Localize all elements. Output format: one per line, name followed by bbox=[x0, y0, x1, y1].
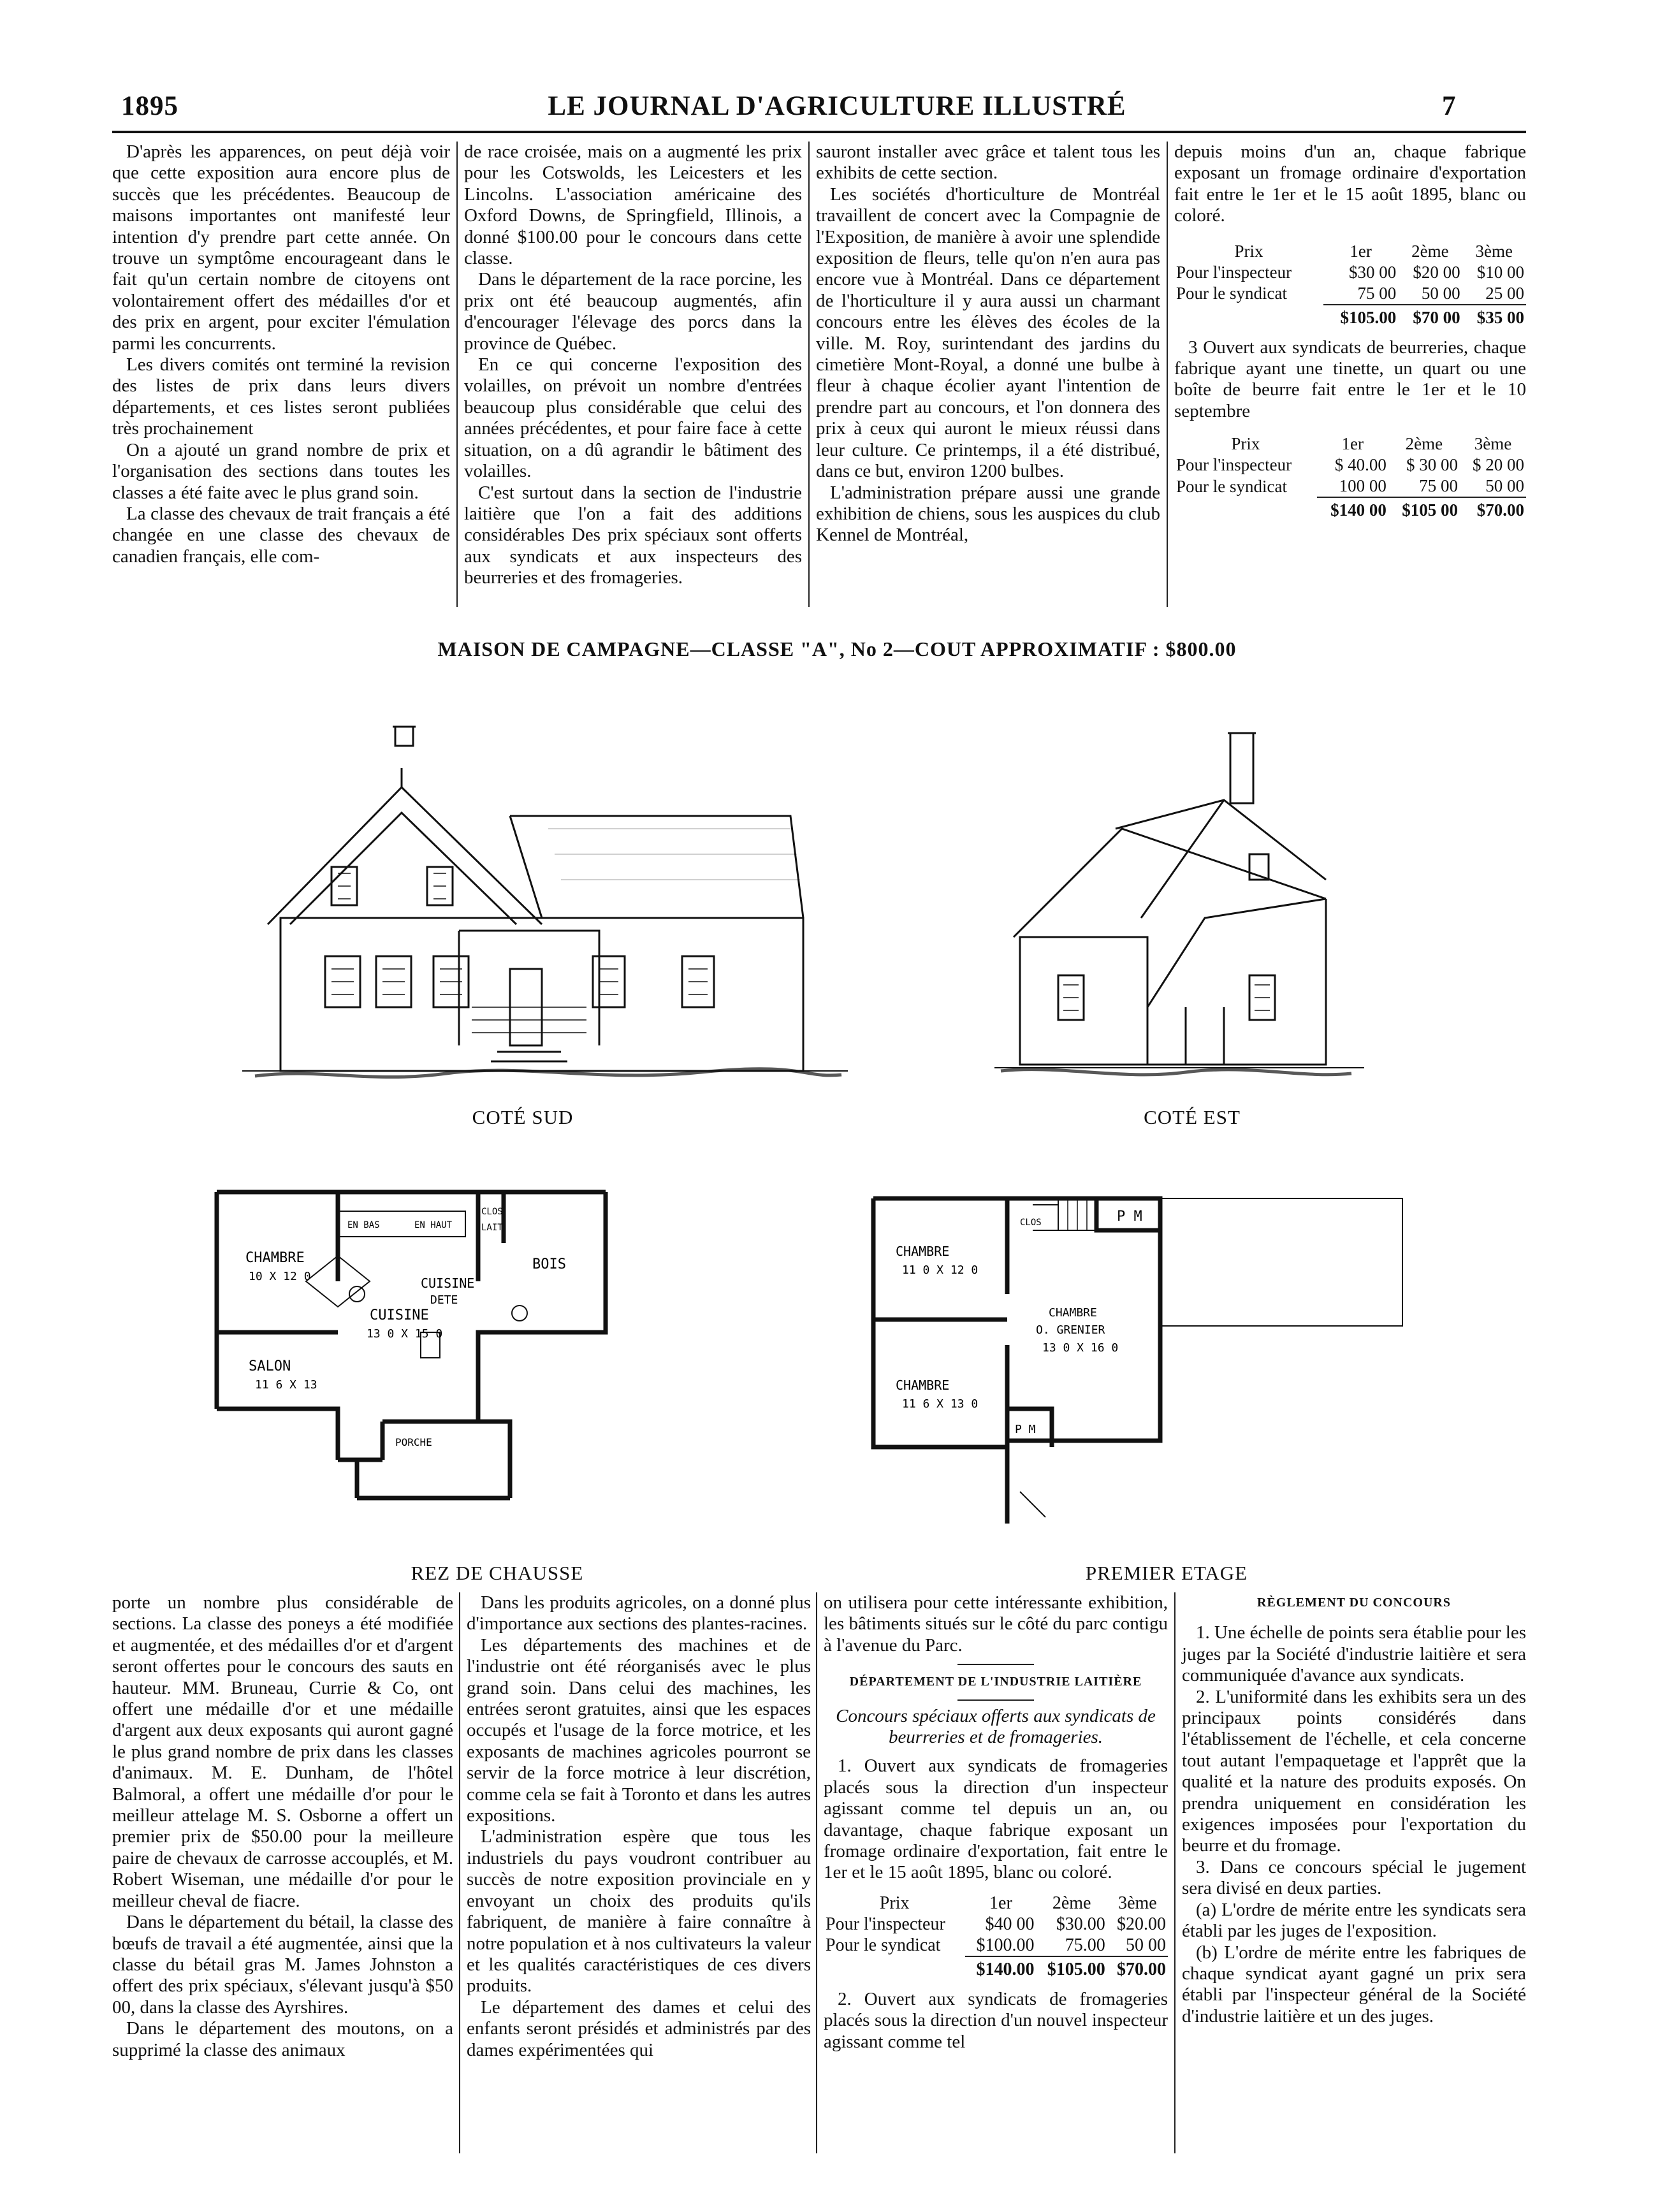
paragraph: Dans le département du bétail, la classe des bœufs de travail a été augmentée, ainsi que la classe du bétail gras M. James Johnston a offert des prix spéciaux, s'élevant jusqu'à $50 00, dans la classe des Ayrshires. bbox=[112, 1912, 453, 2018]
header-rule bbox=[112, 131, 1526, 133]
column-rule bbox=[456, 142, 458, 607]
prize-value: $100.00 bbox=[976, 1935, 1035, 1955]
prize-head: 2ème bbox=[1052, 1893, 1091, 1913]
plan-label-cuisine-dim: 13 0 X 15 0 bbox=[367, 1327, 443, 1341]
prize-total: $140.00 bbox=[965, 1956, 1036, 1980]
caption-cote-sud: COTÉ SUD bbox=[472, 1106, 574, 1128]
paragraph: La classe des chevaux de trait français a été changée en une classe des chevaux de canadien français, elle com- bbox=[112, 503, 450, 567]
plan-label-chambre-2-dim: 11 6 X 13 0 bbox=[902, 1397, 979, 1411]
plan-label-cuisine-ete-2: DETE bbox=[430, 1293, 458, 1307]
prize-value: $30 00 bbox=[1348, 262, 1397, 282]
paragraph: depuis moins d'un an, chaque fabrique exposant un fromage ordinaire d'exportation fait entre le 1er et le 15 août 1895, blanc ou coloré. bbox=[1174, 142, 1526, 226]
paragraph: Dans le département des moutons, on a supprimé la classe des animaux bbox=[112, 2018, 453, 2060]
bottom-column-2 bbox=[467, 1592, 811, 2061]
caption-rez-de-chausse: REZ DE CHAUSSE bbox=[411, 1562, 584, 1584]
plan-label-chambre-3-dim: 13 0 X 16 0 bbox=[1042, 1341, 1119, 1355]
prize-value: $ 30 00 bbox=[1406, 455, 1458, 475]
prize-table-3 bbox=[824, 1893, 1168, 1980]
paragraph: porte un nombre plus considérable de sections. La classe des poneys a été modifiée et augmentée, et des médailles d'or et d'argent seront offertes pour le concours des sauts en hauteur. MM. Bruneau, Currie & Co, ont offert une médaille d'or et une médaille d'argent aux deux exposants qui auront gagné le plus grand nombre de prix dans les classes d'animaux. M. E. Dunham, de l'hôtel Balmoral, a offert une médaille d'or pour le meilleur attelage M. S. Osborne a offert un premier prix de $50.00 pour la meilleure paire de chevaux de carrosse accouplés, et M. Robert Wiseman, une médaille d'or pour le meilleur cheval de fiacre. bbox=[112, 1592, 453, 1911]
top-column-1 bbox=[112, 142, 450, 567]
prize-value: 50 00 bbox=[1126, 1935, 1166, 1955]
paragraph: On a ajouté un grand nombre de prix et l'organisation des sections dans toutes les classes a été faite avec le plus grand soin. bbox=[112, 439, 450, 503]
plan-label-en-haut: EN HAUT bbox=[414, 1220, 453, 1230]
page-year: 1895 bbox=[121, 91, 178, 121]
paragraph: 1. Une échelle de points sera établie pour les juges par la Société d'industrie laitière et sera communiquée d'avance aux syndicats. bbox=[1182, 1622, 1526, 1686]
prize-value: $40 00 bbox=[985, 1914, 1035, 1934]
figure-title: MAISON DE CAMPAGNE—CLASSE "A", No 2—COUT APPROXIMATIF : $800.00 bbox=[437, 637, 1237, 660]
prize-head: 1er bbox=[1341, 434, 1364, 454]
plan-label-cuisine: CUISINE bbox=[370, 1307, 429, 1323]
prize-label: Pour le syndicat bbox=[1176, 284, 1287, 303]
column-rule bbox=[1174, 1592, 1175, 2153]
first-floor-plan bbox=[867, 1192, 1415, 1549]
plan-label-cuisine-ete: CUISINE bbox=[421, 1276, 475, 1291]
paragraph: 3 Ouvert aux syndicats de beurreries, chaque fabrique ayant une tinette, un quart ou une boîte de beurre fait entre le 1er et le 10 septembre bbox=[1174, 337, 1526, 421]
prize-label: Pour l'inspecteur bbox=[826, 1914, 945, 1934]
paragraph: de race croisée, mais on a augmenté les prix pour les Cotswolds, les Leicesters et les Lincolns. L'association américaine des Oxford Downs, de Springfield, Illinois, a donné $100.00 pour le concours dans cette classe. bbox=[464, 142, 802, 269]
section-title-reglement: RÈGLEMENT DU CONCOURS bbox=[1257, 1596, 1451, 1610]
prize-head: 2ème bbox=[1405, 434, 1443, 454]
column-rule bbox=[459, 1592, 460, 2153]
paragraph: En ce qui concerne l'exposition des volailles, on prévoit un nombre d'entrées beaucoup plus considérable que celui des années précédentes, et pour faire face à cette situation, on a dû agrandir le bâtiment des volailles. bbox=[464, 354, 802, 482]
prize-value: 50 00 bbox=[1421, 283, 1460, 303]
section-subtitle: Concours spéciaux offerts aux syndicats de beurreries et de fromageries. bbox=[836, 1705, 1156, 1748]
prize-total: $70.00 bbox=[1460, 497, 1526, 521]
prize-head: 2ème bbox=[1411, 241, 1449, 261]
paragraph: (a) L'ordre de mérite entre les syndicats sera établi par les juges de l'exposition. bbox=[1182, 1899, 1526, 1942]
prize-head: 1er bbox=[1350, 241, 1372, 261]
prize-label: Pour l'inspecteur bbox=[1176, 262, 1292, 282]
paragraph: L'administration espère que tous les industriels du pays voudront contribuer au succès de notre exposition provinciale en y envoyant un choix des produits qu'ils fabriquent, de manière à faire connaître à notre population et à nos cultivateurs la valeur et les qualités caractéristiques de ces divers produits. bbox=[467, 1826, 811, 1997]
plan-label-chambre-1: CHAMBRE bbox=[896, 1244, 950, 1259]
paragraph: L'administration prépare aussi une grande exhibition de chiens, sous les auspices du club Kennel de Montréal, bbox=[816, 482, 1160, 546]
plan-label-salon: SALON bbox=[249, 1358, 291, 1374]
prize-value: $ 20 00 bbox=[1473, 455, 1524, 475]
plan-label-salon-dim: 11 6 X 13 bbox=[255, 1378, 317, 1392]
paragraph: on utilisera pour cette intéressante exhibition, les bâtiments situés sur le côté du parc contigu à l'avenue du Parc. bbox=[824, 1592, 1168, 1655]
ground-floor-plan bbox=[210, 1186, 784, 1543]
prize-value: 75 00 bbox=[1419, 476, 1458, 496]
prize-value: $10 00 bbox=[1476, 262, 1524, 282]
prize-value: 25 00 bbox=[1485, 283, 1524, 303]
top-column-3 bbox=[816, 142, 1160, 546]
prize-table-1 bbox=[1174, 241, 1526, 328]
paragraph: 1. Ouvert aux syndicats de fromageries placés sous la direction d'un inspecteur agissant comme tel depuis un an, ou davantage, chaque fabrique exposant un fromage ordinaire d'exportation, fait entre le 1er et le 15 août 1895, blanc ou coloré. bbox=[824, 1756, 1168, 1883]
plan-label-pm-2: P M bbox=[1015, 1423, 1036, 1436]
south-elevation-drawing bbox=[242, 701, 848, 1096]
column-rule bbox=[816, 1592, 817, 2153]
prize-value: 100 00 bbox=[1339, 476, 1387, 496]
paragraph: Dans les produits agricoles, on a donné plus d'importance aux sections des plantes-racines. bbox=[467, 1592, 811, 1634]
column-rule bbox=[1167, 142, 1168, 607]
top-column-2 bbox=[464, 142, 802, 589]
prize-head: 3ème bbox=[1118, 1893, 1157, 1913]
paragraph: D'après les apparences, on peut déjà voir que cette exposition aura encore plus de succès que les précédentes. Beaucoup de maisons importantes ont manifesté leur intention d'y prendre part cette année. On trouve un symptôme encourageant dans le fait qu'un certain nombre de citoyens ont volontairement offert des médailles d'or et des prix en argent, pour exciter l'émulation parmi les concurrents. bbox=[112, 142, 450, 354]
plan-label-clos: CLOS bbox=[481, 1207, 503, 1217]
column-rule bbox=[808, 142, 810, 607]
prize-total: $140 00 bbox=[1317, 497, 1388, 521]
prize-head: Prix bbox=[1231, 434, 1260, 454]
prize-value: $30.00 bbox=[1056, 1914, 1105, 1934]
prize-total: $105.00 bbox=[1037, 1956, 1107, 1980]
bottom-column-1 bbox=[112, 1592, 453, 2061]
prize-label: Pour le syndicat bbox=[826, 1935, 941, 1956]
bottom-column-4 bbox=[1182, 1592, 1526, 2027]
paragraph: 3. Dans ce concours spécial le jugement sera divisé en deux parties. bbox=[1182, 1856, 1526, 1899]
section-title-industrie-laitiere: DÉPARTEMENT DE L'INDUSTRIE LAITIÈRE bbox=[849, 1675, 1142, 1689]
plan-label-chambre-dim: 10 X 12 0 bbox=[249, 1270, 311, 1283]
prize-head: 1er bbox=[989, 1893, 1012, 1913]
page-number: 7 bbox=[1442, 91, 1457, 121]
paragraph: Les sociétés d'horticulture de Montréal travaillent de concert avec la Compagnie de l'Exposition, de manière à avoir une splendide exposition de fleurs, telle qu'on n'en aura pas encore vue à Montréal. Dans ce département de l'horticulture il y aura aussi un charmant concours entre les élèves des écoles de la ville. M. Roy, surintendant des jardins du cimetière Mont-Royal, a donné une bulbe à fleur à chaque écolier ayant l'intention de prendre part au concours, et l'on donnera des prix à ceux qui auront le mieux réussi dans leur culture. Ce printemps, il a été distribué, dans ce but, environ 1200 bulbes. bbox=[816, 184, 1160, 482]
prize-total: $105.00 bbox=[1323, 305, 1398, 328]
prize-table-2 bbox=[1174, 433, 1526, 521]
prize-value: 75.00 bbox=[1065, 1935, 1105, 1955]
prize-label: Pour le syndicat bbox=[1176, 476, 1287, 496]
paragraph: sauront installer avec grâce et talent tous les exhibits de cette section. bbox=[816, 142, 1160, 184]
paragraph: Les départements des machines et de l'industrie ont été réorganisés avec le plus grand soin. Dans celui des machines, les entrées seront gratuites, ainsi que les espaces occupés et l'usage de la force motrice, et les exposants de machines agricoles pourront se servir de la force motrice à leur discrétion, comme cela se fait à Toronto et dans les autres expositions. bbox=[467, 1634, 811, 1826]
prize-value: $ 40.00 bbox=[1334, 455, 1387, 475]
paragraph: 2. Ouvert aux syndicats de fromageries placés sous la direction d'un nouvel inspecteur agissant comme tel bbox=[824, 1988, 1168, 2052]
paragraph: 2. L'uniformité dans les exhibits sera un des principaux points considérés dans l'établissement de l'échelle, et cela concerne tout autant l'empaquetage et l'apprêt que la qualité et la nature des produits exposés. On prendra uniquement en considération les exigences imposées pour l'exportation du beurre et du fromage. bbox=[1182, 1686, 1526, 1856]
caption-premier-etage: PREMIER ETAGE bbox=[1085, 1562, 1248, 1584]
paragraph: Dans le département de la race porcine, les prix ont été beaucoup augmentés, afin d'encourager l'élevage des porcs dans la province de Québec. bbox=[464, 269, 802, 354]
plan-label-chambre-3-sub: O. GRENIER bbox=[1036, 1323, 1105, 1337]
prize-head: 3ème bbox=[1474, 434, 1512, 454]
paragraph: Les divers comités ont terminé la revision des listes de prix dans leurs divers départements, et ces listes seront publiées très prochainement bbox=[112, 354, 450, 439]
caption-cote-est: COTÉ EST bbox=[1144, 1106, 1241, 1128]
bottom-column-3 bbox=[824, 1592, 1168, 2053]
plan-label-bois: BOIS bbox=[532, 1256, 566, 1272]
top-column-4 bbox=[1174, 142, 1526, 521]
prize-total: $105 00 bbox=[1388, 497, 1460, 521]
prize-total: $70.00 bbox=[1107, 1956, 1168, 1980]
plan-label-clos: CLOS bbox=[1020, 1218, 1042, 1228]
plan-label-chambre-1-dim: 11 0 X 12 0 bbox=[902, 1263, 979, 1277]
plan-label-pm: P M bbox=[1117, 1209, 1142, 1225]
plan-label-chambre-2: CHAMBRE bbox=[896, 1378, 950, 1393]
prize-value: $20 00 bbox=[1413, 262, 1460, 282]
prize-head: Prix bbox=[1234, 241, 1263, 261]
prize-head: Prix bbox=[879, 1893, 910, 1913]
paragraph: Le département des dames et celui des enfants seront présidés et administrés par des dames expérimentées qui bbox=[467, 1997, 811, 2060]
prize-label: Pour l'inspecteur bbox=[1176, 455, 1292, 475]
journal-title: LE JOURNAL D'AGRICULTURE ILLUSTRÉ bbox=[548, 91, 1126, 121]
plan-label-chambre: CHAMBRE bbox=[245, 1250, 305, 1266]
plan-label-chambre-3: CHAMBRE bbox=[1049, 1306, 1097, 1320]
prize-head: 3ème bbox=[1475, 241, 1513, 261]
plan-label-lait: LAIT bbox=[481, 1223, 503, 1233]
prize-value: 75 00 bbox=[1357, 283, 1397, 303]
prize-total: $35 00 bbox=[1462, 305, 1526, 328]
prize-value: $20.00 bbox=[1117, 1914, 1166, 1934]
east-elevation-drawing bbox=[994, 708, 1364, 1096]
plan-label-en-bas: EN BAS bbox=[347, 1220, 380, 1230]
plan-label-porche: PORCHE bbox=[395, 1436, 432, 1448]
prize-total: $70 00 bbox=[1398, 305, 1462, 328]
prize-value: 50 00 bbox=[1485, 476, 1524, 496]
paragraph: C'est surtout dans la section de l'industrie laitière que l'on a fait des additions considérables Des prix spéciaux sont offerts aux syndicats et aux inspecteurs des beurreries et des fromageries. bbox=[464, 482, 802, 588]
paragraph: (b) L'ordre de mérite entre les fabriques de chaque syndicat ayant gagné un prix sera établi par l'inspecteur général de la Société d'industrie laitière et un des juges. bbox=[1182, 1942, 1526, 2026]
